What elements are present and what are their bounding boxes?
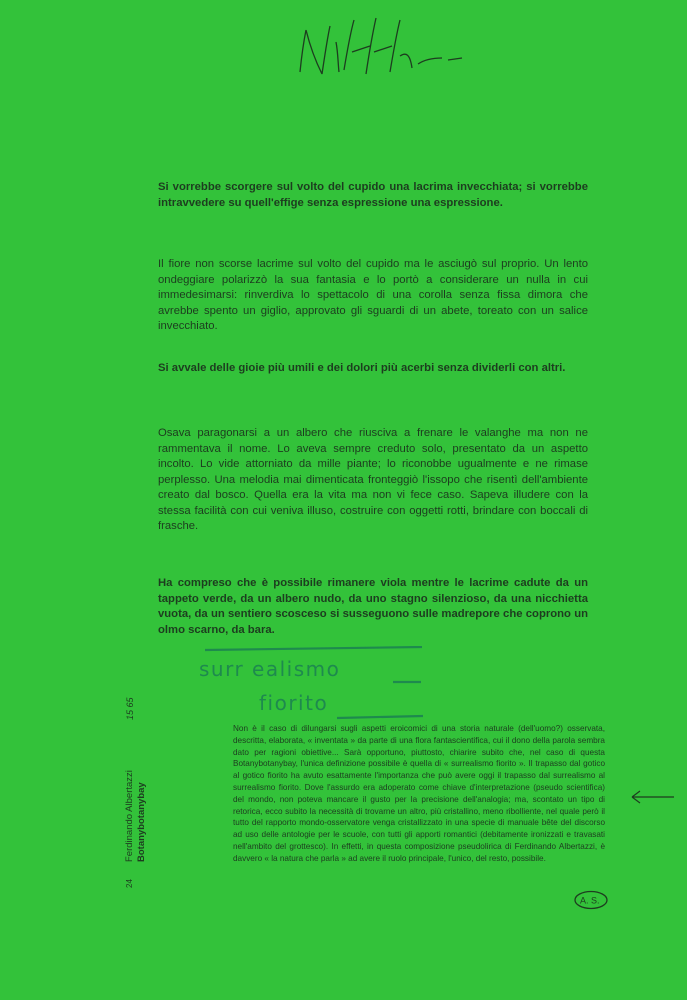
side-caption bbox=[124, 697, 148, 888]
paragraph-3: Si avvale delle gioie più umili e dei dolori più acerbi senza dividerli con altri. bbox=[158, 362, 566, 374]
stamp-line-2: fiorito bbox=[259, 691, 329, 715]
date-note: 15 65 bbox=[125, 697, 135, 720]
page-number: 24 bbox=[125, 879, 134, 888]
author-name: Ferdinando Albertazzi bbox=[124, 770, 135, 862]
paragraph-5: Ha compreso che è possibile rimanere viola mentre le lacrime cadute da un tappeto verde, da un albero nudo, da uno stagno silenzioso, da una nicchietta vuota, da un sentiero scosceso si susseguono sulle madrepore che coprono un olmo scarno, da bara. bbox=[158, 577, 588, 636]
paragraph-4: Osava paragonarsi a un albero che riusciva a frenare le valanghe ma non ne rammentava il nome. Lo aveva sempre creduto solo, presentato da un aspetto incolto. Lo vide attorniato da mille piante; lo riconobbe ugualmente e ne rimase perplesso. Una melodia mai dimenticata fronteggiò l'issopo che risentì dell'ambiente creato dal bosco. Quella era la vita ma non vi fece caso. Sapeva illudere con la stessa facilità con cui veniva illuso, costruire con oggetti rotti, brindare con boccali di frasche. bbox=[158, 427, 588, 532]
surrealismo-fiorito-stamp bbox=[197, 646, 432, 726]
initials-stamp bbox=[573, 890, 609, 910]
paragraph-2: Il fiore non scorse lacrime sul volto del cupido ma le asciugò sul proprio. Un lento ondeggiare polarizzò la sua fantasia e lo portò a considerare un nulla in cui immedesimarsi: rinverdiva lo spettacolo di una corolla senza fissa dimora che avrebbe spento un giglio, approvato gli sguardi di un abete, toreato con un salice invecchiato. bbox=[158, 258, 588, 332]
critical-essay: Non è il caso di dilungarsi sugli aspetti eroicomici di una storia naturale (dell'uomo?) osservata, descritta, elaborata, « inventata » da parte di una flora fantascientifica, cui il dono della parola sembra dato per ragioni obiettive... Sarà opportuno, piuttosto, chiarire subito che, nel caso di questa Botanybotanybay, l'unica definizione possibile è quella di « surrealismo fiorito ». Il trapasso dal gotico al gotico fiorito ha avuto esattamente l'importanza che può avere oggi il trapasso dal surrealismo al surrealismo fiorito. Dove l'assurdo era adoperato come chiave d'interpretazione (pseudo scientifica) del mondo, non poteva mancare il gusto per la precisione dell'analogia; ma, scontato un tipo di retorica, ecco subito la necessità di trovarne un altro, più cristallino, meno ribolliente, nel quale però il tutto del rapporto mondo-osservatore venga cristallizzato in una specie di manuale bête del discorso ad uso delle antologie per le scuole, con tutti gli apporti romantici (debitamente ironizzati e travasati nell'ambito del grottesco). In effetti, in questa composizione pseudolirica di Ferdinando Albertazzi, è davvero « la natura che parla » ad avere il ruolo principale, l'unico, del resto, possibile. bbox=[233, 724, 605, 863]
stamp-line-1: surr ealismo bbox=[199, 657, 341, 681]
left-arrow-icon bbox=[628, 788, 676, 806]
paragraph-1: Si vorrebbe scorgere sul volto del cupido una lacrima invecchiata; si vorrebbe intravvedere su quell'effige senza espressione una espressione. bbox=[158, 181, 588, 209]
handwritten-signature bbox=[292, 12, 477, 92]
initials-text: A. S. bbox=[580, 895, 600, 906]
book-title: Botanybotanybay bbox=[136, 782, 147, 862]
